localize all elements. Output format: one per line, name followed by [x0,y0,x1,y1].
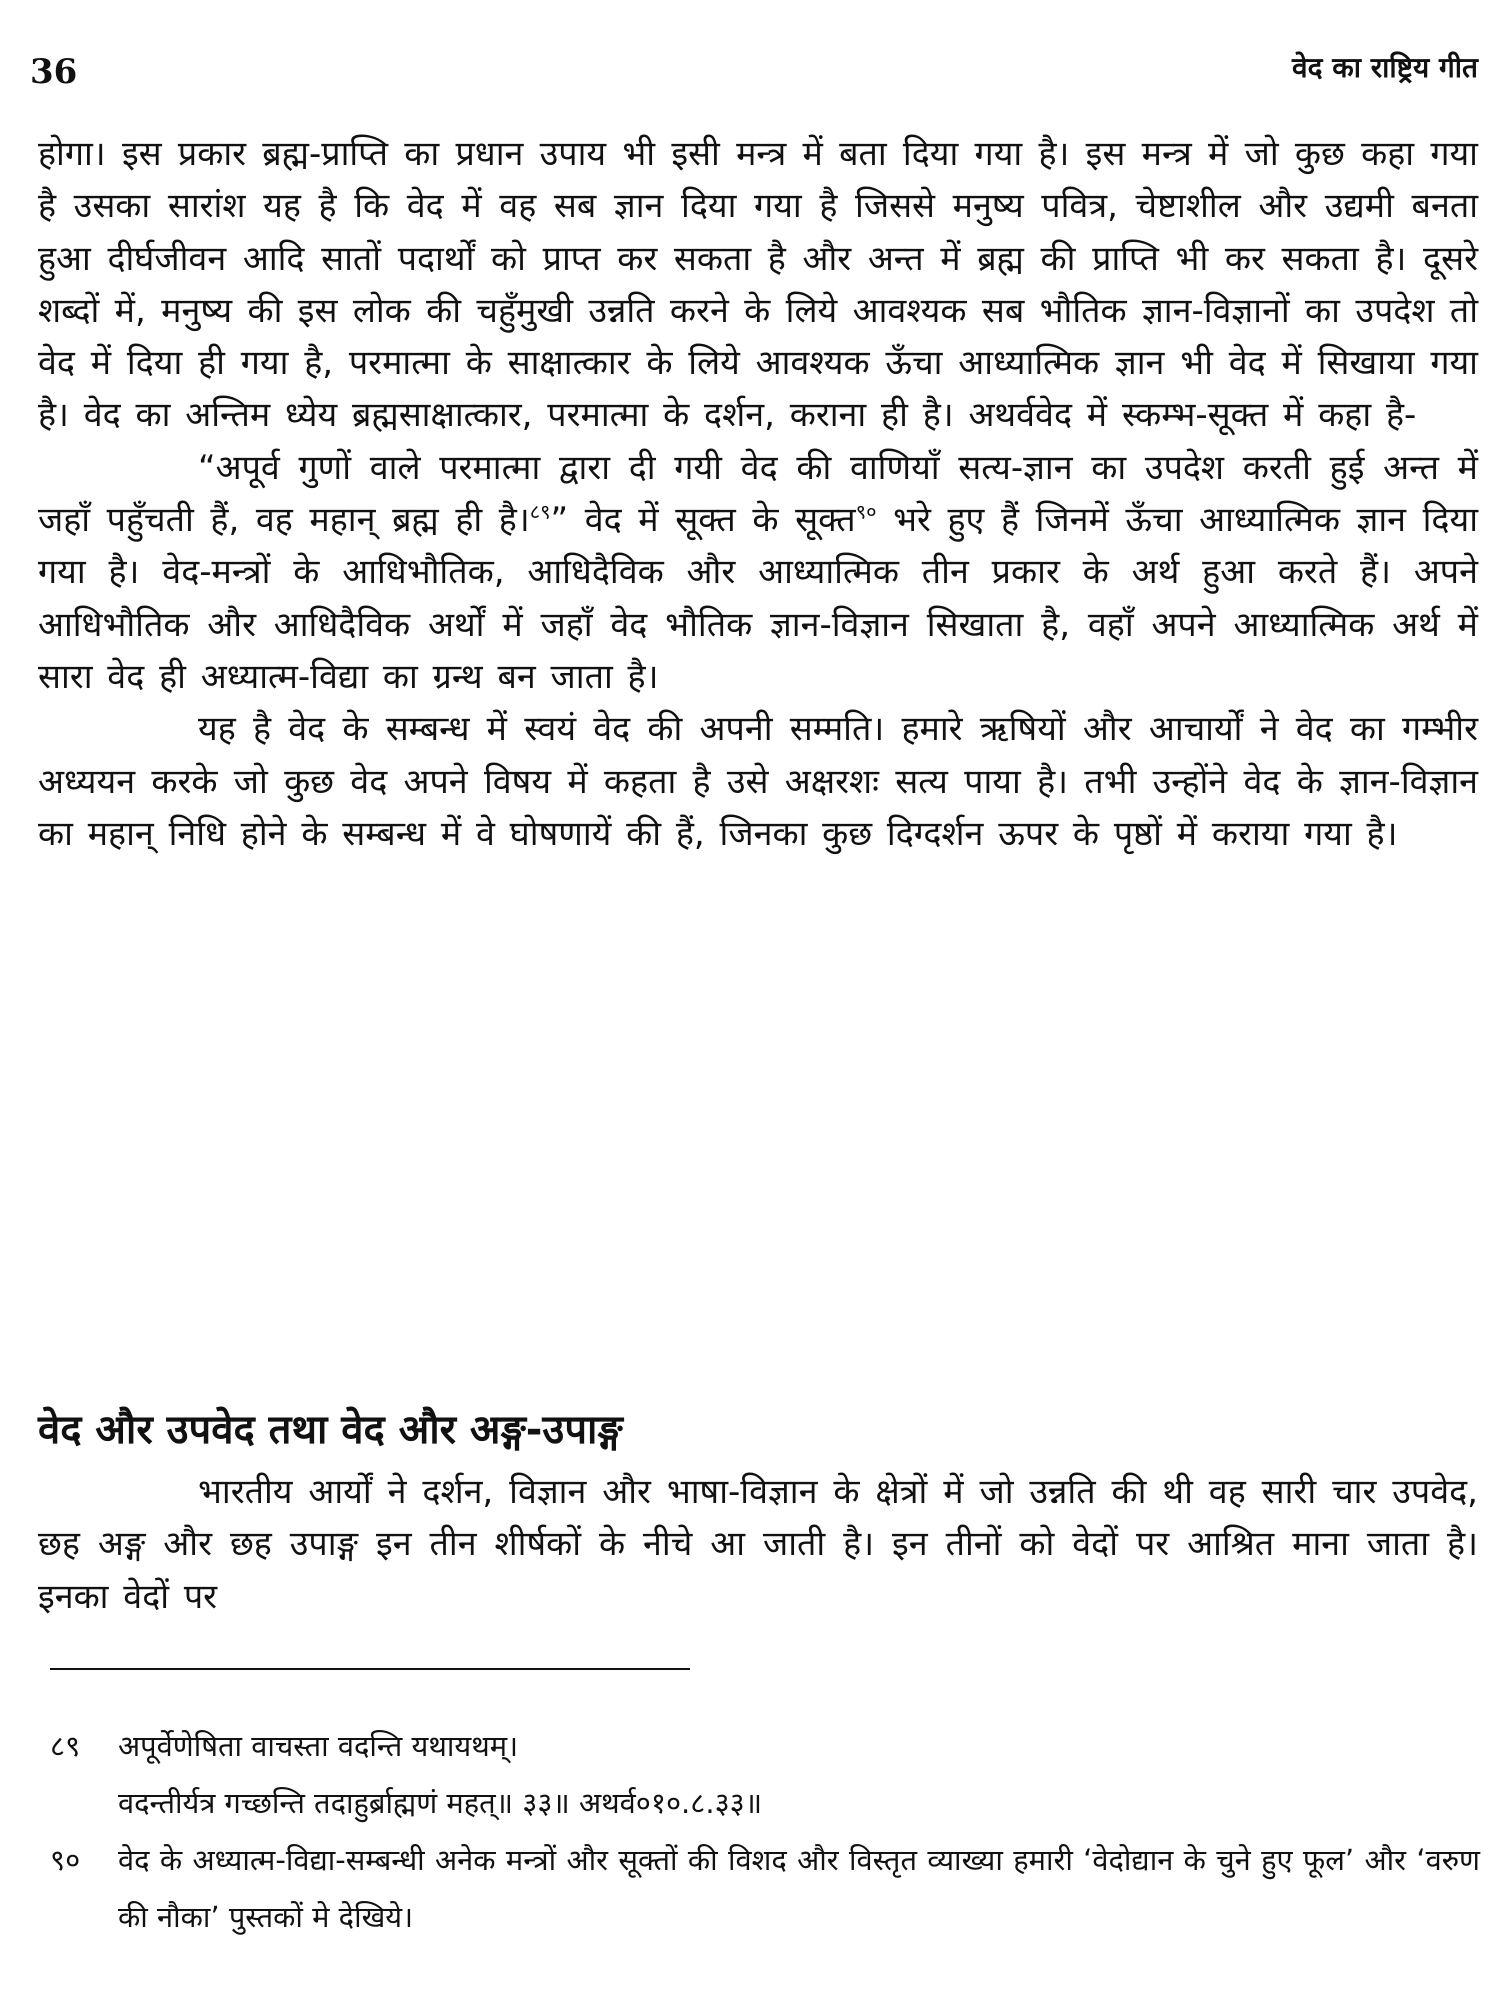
footnote-89 [50,1718,1480,1832]
quote-text: “अपूर्व गुणों वाले परमात्मा द्वारा दी गयी वेद की वाणियाँ सत्य-ज्ञान का उपदेश करती हुई अन्त में जहाँ पहुँचती हैं, वह महान् ब्रह्म ही है। [38,447,1478,541]
paragraph-2 [38,442,1478,703]
footnote-ref-90: ९० [855,499,877,524]
footnote-verse-line-2: वदन्तीर्यत्र गच्छन्ति तदाहुर्ब्राह्मणं महत्॥ ३३॥ अथर्व०१०.८.३३॥ [118,1786,763,1820]
body-text-section [38,1466,1478,1623]
footnote-verse-line-1: अपूर्वेणेषिता वाचस्ता वदन्ति यथायथम्। [118,1729,519,1763]
paragraph-3: यह है वेद के सम्बन्ध में स्वयं वेद की अपनी सम्मति। हमारे ऋषियों और आचार्यों ने वेद का गम्भीर अध्ययन करके जो कुछ वेद अपने विषय में कहता है उसे अक्षरशः सत्य पाया है। तभी उन्होंने वेद के ज्ञान-विज्ञान का महान् निधि होने के सम्बन्ध में वे घोषणायें की हैं, जिनका कुछ दिग्दर्शन ऊपर के पृष्ठों में कराया गया है। [38,709,1478,854]
footnote-divider [50,1668,690,1670]
paragraph-4: भारतीय आर्यों ने दर्शन, विज्ञान और भाषा-विज्ञान के क्षेत्रों में जो उन्नति की थी वह सारी चार उपवेद, छह अङ्ग और छह उपाङ्ग इन तीन शीर्षकों के नीचे आ जाती है। इन तीनों को वेदों पर आश्रित माना जाता है। इनका वेदों पर [38,1472,1478,1617]
paragraph-1: होगा। इस प्रकार ब्रह्म-प्राप्ति का प्रधान उपाय भी इसी मन्त्र में बता दिया गया है। इस मन्त्र में जो कुछ कहा गया है उसका सारांश यह है कि वेद में वह सब ज्ञान दिया गया है जिससे मनुष्य पवित्र, चेष्टाशील और उद्यमी बनता हुआ दीर्घजीवन आदि सातों पदार्थों को प्राप्त कर सकता है और अन्त में ब्रह्म की प्राप्ति भी कर सकता है। दूसरे शब्दों में, मनुष्य की इस लोक की चहुँमुखी उन्नति करने के लिये आवश्यक सब भौतिक ज्ञान-विज्ञानों का उपदेश तो वेद में दिया ही गया है, परमात्मा के साक्षात्कार के लिये आवश्यक ऊँचा आध्यात्मिक ज्ञान भी वेद में सिखाया गया है। वेद का अन्तिम ध्येय ब्रह्मसाक्षात्कार, परमात्मा के दर्शन, कराना ही है। अथर्ववेद में स्कम्भ-सूक्त में कहा है- [38,134,1478,436]
footnote-90 [50,1832,1480,1946]
page-number: 36 [30,52,78,92]
footnote-number: ९० [50,1843,81,1877]
paragraph-2-text-continued: भरे हुए हैं जिनमें ऊँचा आध्यात्मिक ज्ञान दिया गया है। वेद-मन्त्रों के आधिभौतिक, आधिदैविक और आध्यात्मिक तीन प्रकार के अर्थ हुआ करते हैं। अपने आधिभौतिक और आधिदैविक अर्थों में जहाँ वेद भौतिक ज्ञान-विज्ञान सिखाता है, वहाँ अपने आध्यात्मिक अर्थ में सारा वेद ही अध्यात्म-विद्या का ग्रन्थ बन जाता है। [38,500,1478,697]
running-title: वेद का राष्ट्रिय गीत [1292,51,1478,84]
footnotes [50,1718,1480,1946]
footnote-number: ८९ [50,1729,81,1763]
footnote-text: वेद के अध्यात्म-विद्या-सम्बन्धी अनेक मन्त्रों और सूक्तों की विशद और विस्तृत व्याख्या हमारी ‘वेदोद्यान के चुने हुए फूल’ और ‘वरुण की नौका’ पुस्तकों मे देखिये। [118,1843,1480,1934]
footnote-ref-89: ८९ [529,499,551,524]
section-heading: वेद और उपवेद तथा वेद और अङ्ग-उपाङ्ग [38,1407,623,1453]
paragraph-2-text: ” वेद में सूक्त के सूक्त [550,500,856,541]
body-text [38,128,1478,860]
footnote-text [118,1718,1480,1832]
